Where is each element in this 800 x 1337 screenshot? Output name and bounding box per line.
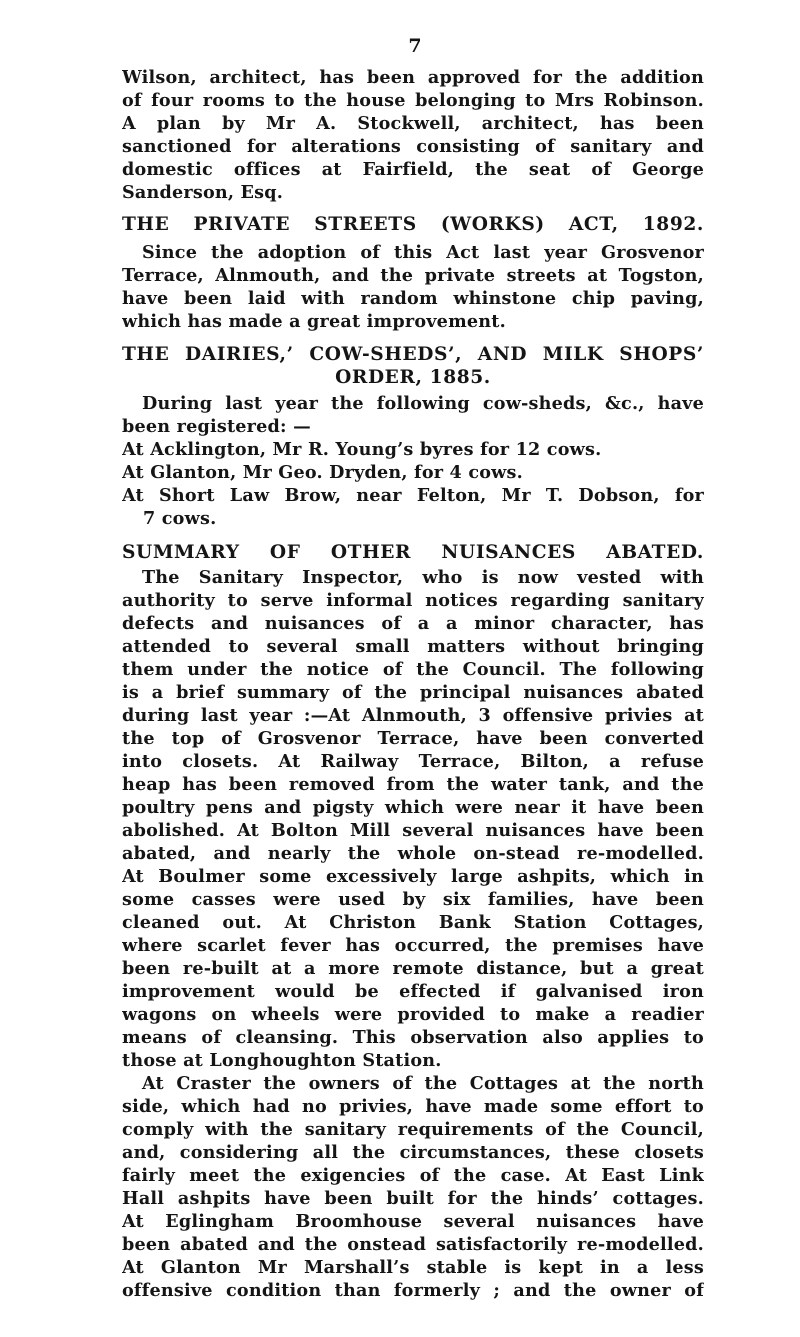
text-line: Wilson, architect, has been approved for the addition (122, 67, 704, 88)
text-line: of four rooms to the house belonging to Mrs Robinson. (122, 90, 704, 111)
text-line: some casses were used by six families, have been (122, 889, 704, 910)
text-line: the top of Grosvenor Terrace, have been converted (122, 728, 704, 749)
text-line: 7 cows. (143, 508, 217, 529)
text-line: domestic offices at Fairfield, the seat of George (122, 159, 704, 180)
page-number: 7 (408, 35, 422, 57)
text-line: Since the adoption of this Act last year Grosvenor (142, 242, 704, 263)
section-heading-line: THE DAIRIES,’ COW-SHEDS’, AND MILK SHOPS’ (122, 344, 704, 365)
text-line: Hall ashpits have been built for the hinds’ cottages. (122, 1188, 704, 1209)
text-line: At Acklington, Mr R. Young’s byres for 12 cows. (122, 439, 602, 460)
text-line: At Glanton Mr Marshall’s stable is kept in a less (122, 1257, 704, 1278)
text-line: abolished. At Bolton Mill several nuisances have been (122, 820, 704, 841)
text-line: At Craster the owners of the Cottages at the north (142, 1073, 704, 1094)
text-line: wagons on wheels were provided to make a readier (122, 1004, 704, 1025)
text-line: have been laid with random whinstone chip paving, (122, 288, 704, 309)
text-line: During last year the following cow-sheds, &c., have (142, 393, 704, 414)
text-line: A plan by Mr A. Stockwell, architect, has been (122, 113, 704, 134)
text-line: authority to serve informal notices regarding sanitary (122, 590, 704, 611)
text-line: where scarlet fever has occurred, the premises have (122, 935, 704, 956)
text-line: At Glanton, Mr Geo. Dryden, for 4 cows. (122, 462, 523, 483)
text-line: and, considering all the circumstances, these closets (122, 1142, 704, 1163)
text-line: been abated and the onstead satisfactorily re-modelled. (122, 1234, 704, 1255)
text-line: which has made a great improvement. (122, 311, 506, 332)
text-line: cleaned out. At Christon Bank Station Cottages, (122, 912, 704, 933)
text-line: side, which had no privies, have made some effort to (122, 1096, 704, 1117)
text-line: during last year :—At Alnmouth, 3 offensive privies at (122, 705, 704, 726)
text-line: been re-built at a more remote distance, but a great (122, 958, 704, 979)
text-line: At Eglingham Broomhouse several nuisances have (122, 1211, 704, 1232)
text-line: At Boulmer some excessively large ashpits, which in (122, 866, 704, 887)
text-line: means of cleansing. This observation also applies to (122, 1027, 704, 1048)
section-heading-line: SUMMARY OF OTHER NUISANCES ABATED. (122, 542, 704, 563)
text-line: fairly meet the exigencies of the case. At East Link (122, 1165, 704, 1186)
text-line: those at Longhoughton Station. (122, 1050, 442, 1071)
text-line: improvement would be effected if galvanised iron (122, 981, 704, 1002)
text-line: offensive condition than formerly ; and the owner of (122, 1280, 704, 1301)
text-line: comply with the sanitary requirements of the Council, (122, 1119, 704, 1140)
text-line: them under the notice of the Council. The following (122, 659, 704, 680)
text-line: attended to several small matters without bringing (122, 636, 704, 657)
text-line: heap has been removed from the water tank, and the (122, 774, 704, 795)
text-line: sanctioned for alterations consisting of sanitary and (122, 136, 704, 157)
text-line: been registered: — (122, 416, 311, 437)
text-line: poultry pens and pigsty which were near it have been (122, 797, 704, 818)
text-line: abated, and nearly the whole on-stead re-modelled. (122, 843, 704, 864)
text-line: At Short Law Brow, near Felton, Mr T. Dobson, for (122, 485, 704, 506)
text-line: into closets. At Railway Terrace, Bilton, a refuse (122, 751, 704, 772)
section-heading-line: ORDER, 1885. (335, 367, 491, 388)
text-line: is a brief summary of the principal nuisances abated (122, 682, 704, 703)
text-line: Sanderson, Esq. (122, 182, 284, 203)
text-line: defects and nuisances of a a minor character, has (122, 613, 704, 634)
text-line: Terrace, Alnmouth, and the private streets at Togston, (122, 265, 704, 286)
section-heading-line: THE PRIVATE STREETS (WORKS) ACT, 1892. (122, 214, 704, 235)
text-line: The Sanitary Inspector, who is now vested with (142, 567, 704, 588)
